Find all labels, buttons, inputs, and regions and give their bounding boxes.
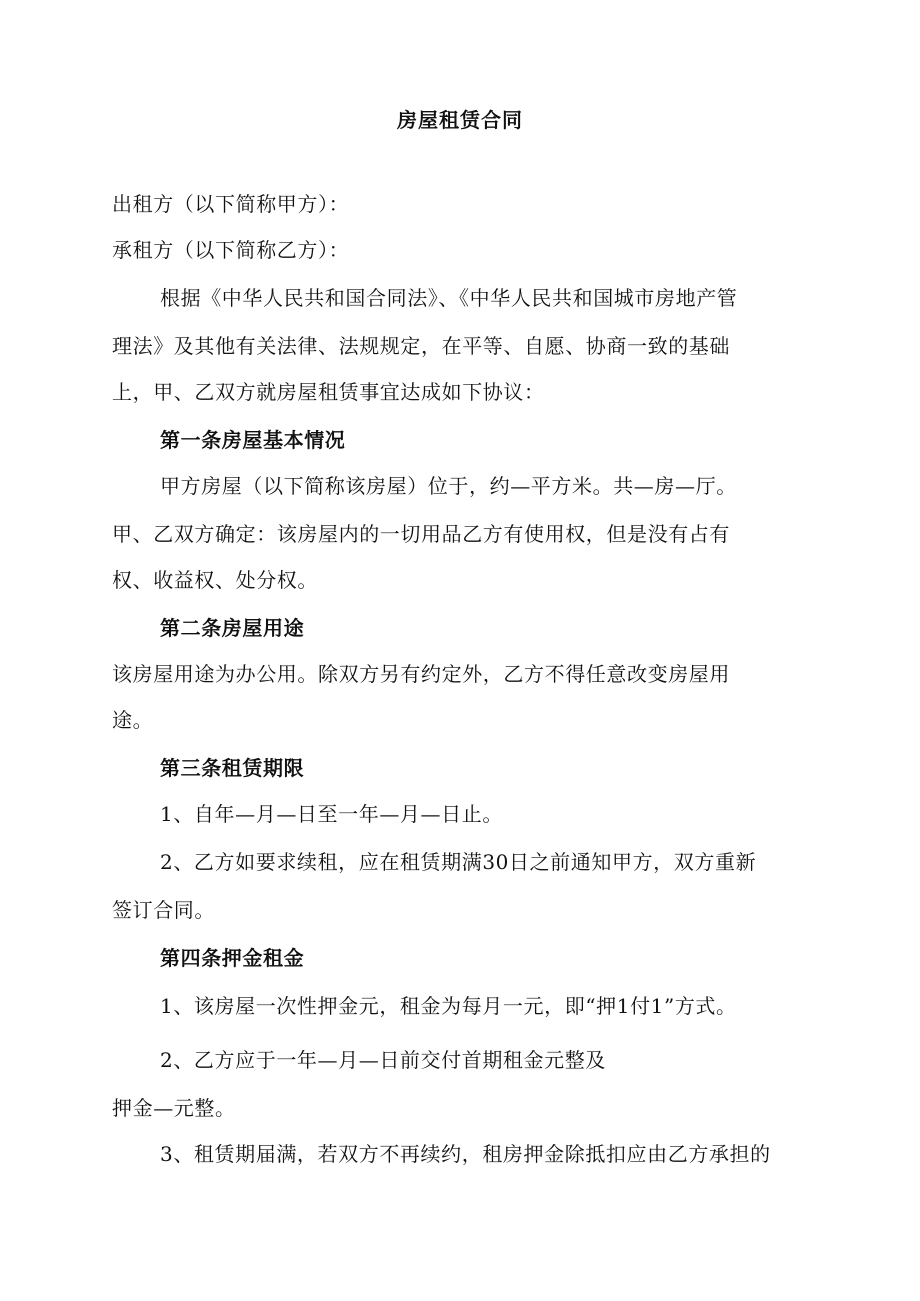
article-4-item-2-line-1: 2、乙方应于一年—月—日前交付首期租金元整及 — [160, 1048, 606, 1072]
article-1-line-1: 甲方房屋（以下简称该房屋）位于，约—平方米。共—房—厅。 — [160, 474, 737, 498]
article-2-heading: 第二条房屋用途 — [160, 616, 305, 640]
article-4-heading: 第四条押金租金 — [160, 946, 305, 970]
article-3-item-1: 1、自年—月—日至一年—月—日止。 — [160, 802, 503, 826]
preamble-line-2: 理法》及其他有关法律、法规规定，在平等、自愿、协商一致的基础 — [112, 334, 730, 358]
article-2-line-2: 途。 — [112, 708, 154, 732]
article-4-item-3-line-1: 3、租赁期届满，若双方不再续约，租房押金除抵扣应由乙方承担的 — [160, 1142, 771, 1166]
article-4-item-1: 1、该房屋一次性押金元，租金为每月一元，即“押1付1”方式。 — [160, 994, 737, 1018]
article-4-item-2-line-2: 押金—元整。 — [112, 1096, 236, 1120]
preamble-line-3: 上，甲、乙双方就房屋租赁事宜达成如下协议： — [112, 380, 545, 404]
preamble-line-1: 根据《中华人民共和国合同法》、《中华人民共和国城市房地产管 — [160, 286, 738, 310]
lessee-line: 承租方（以下简称乙方）： — [112, 238, 350, 262]
article-2-line-1: 该房屋用途为办公用。除双方另有约定外，乙方不得任意改变房屋用 — [112, 662, 730, 686]
article-1-line-3: 权、收益权、处分权。 — [112, 568, 318, 592]
article-3-item-2-line-2: 签订合同。 — [112, 898, 215, 922]
article-1-heading: 第一条房屋基本情况 — [160, 428, 346, 452]
document-title: 房屋租赁合同 — [397, 108, 523, 132]
article-3-heading: 第三条租赁期限 — [160, 756, 305, 780]
article-1-line-2: 甲、乙双方确定：该房屋内的一切用品乙方有使用权，但是没有占有 — [112, 522, 730, 546]
lessor-line: 出租方（以下简称甲方）： — [112, 192, 350, 216]
article-3-item-2-line-1: 2、乙方如要求续租，应在租赁期满30日之前通知甲方，双方重新 — [160, 850, 757, 874]
